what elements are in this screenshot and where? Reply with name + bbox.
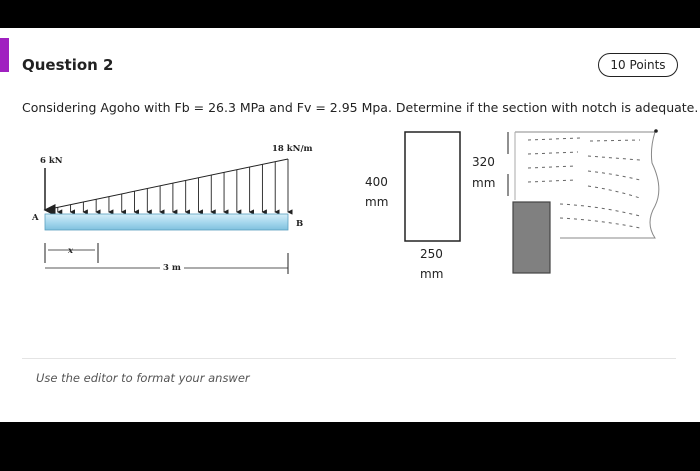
- distributed-load-label: 18 kN/m: [272, 144, 313, 154]
- x-dim-label: x: [68, 246, 74, 256]
- section-height-value: 400: [365, 175, 388, 189]
- beam-diagram: [31, 144, 313, 274]
- support-a-label: A: [32, 213, 39, 223]
- question-title: Question 2: [22, 56, 114, 74]
- bottom-black-bar: [0, 422, 700, 471]
- beam: [45, 214, 288, 230]
- notched-section-rect: [513, 202, 550, 273]
- top-black-bar: [0, 0, 700, 28]
- points-badge: 10 Points: [598, 53, 678, 77]
- question-figure: [0, 28, 700, 358]
- question-text: Considering Agoho with Fb = 26.3 MPa and Fv = 2.95 Mpa. Determine if the section with notch is adequate.: [22, 100, 699, 115]
- notch-depth-unit: mm: [472, 176, 496, 190]
- point-load-label: 6 kN: [40, 156, 63, 166]
- cross-section-diagram: [365, 129, 659, 281]
- section-height-unit: mm: [365, 195, 389, 209]
- question-panel: [0, 28, 700, 422]
- full-section-rect: [405, 132, 460, 241]
- support-b-label: B: [296, 219, 304, 229]
- notch-depth-value: 320: [472, 155, 495, 169]
- distributed-load-arrows: [58, 159, 288, 212]
- answer-placeholder: Use the editor to format your answer: [36, 371, 250, 385]
- elevation-corner-dot: [654, 129, 658, 133]
- span-dim-label: 3 m: [163, 263, 181, 273]
- section-width-value: 250: [420, 247, 443, 261]
- section-width-unit: mm: [420, 267, 444, 281]
- answer-editor[interactable]: [22, 358, 676, 422]
- load-envelope-line: [45, 159, 288, 210]
